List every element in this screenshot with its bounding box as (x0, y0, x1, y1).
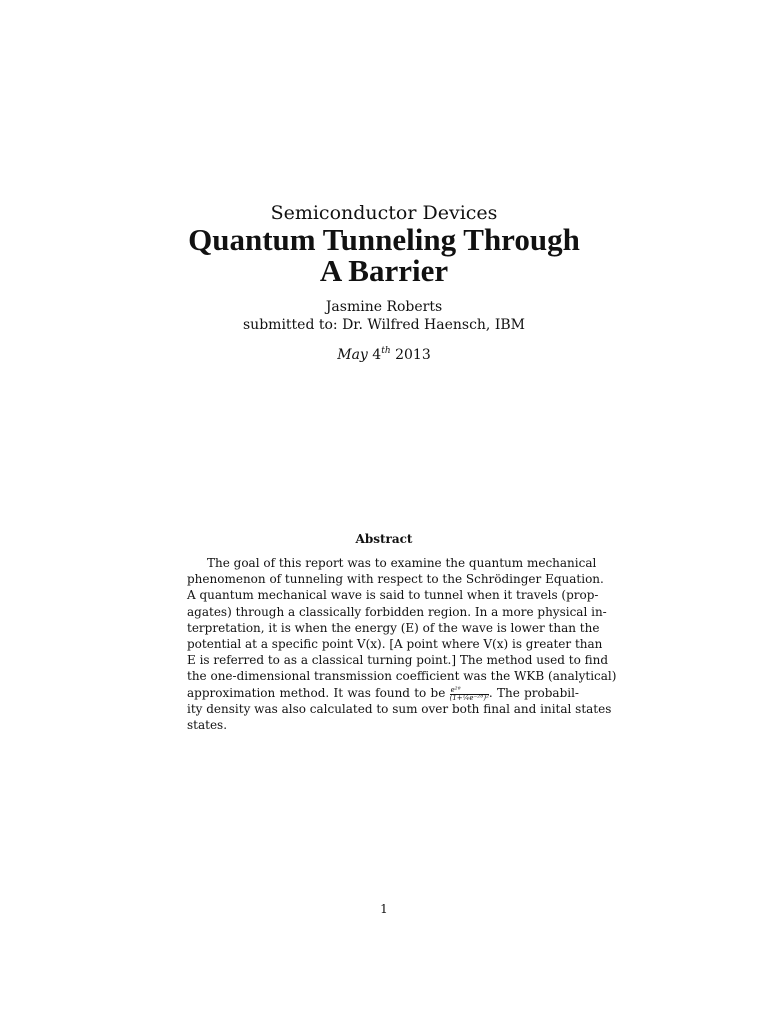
abstract-line: A quantum mechanical wave is said to tunnel when it travels (prop- (187, 588, 599, 603)
formula-numerator: e²ᶿ (450, 687, 489, 695)
date-year: 2013 (395, 347, 431, 363)
paper-date (0, 346, 768, 364)
date-ordinal: th (381, 346, 391, 356)
abstract-line: ity density was also calculated to sum over both final and inital states (187, 701, 612, 716)
abstract-line: phenomenon of tunneling with respect to the Schrödinger Equation. (187, 572, 604, 587)
abstract-line: terpretation, it is when the energy (E) of the wave is lower than the (187, 620, 600, 635)
paper-title (0, 224, 768, 286)
abstract-line: E is referred to as a classical turning point.] The method used to find (187, 653, 609, 668)
abstract-formula-line (187, 685, 579, 701)
author-block (0, 298, 768, 334)
date-month: May (337, 347, 368, 363)
date-day: 4 (372, 347, 382, 363)
abstract-line: agates) through a classically forbidden region. In a more physical in- (187, 604, 607, 619)
course-subtitle: Semiconductor Devices (270, 202, 498, 224)
abstract-line: potential at a specific point V(x). [A point where V(x) is greater than (187, 636, 603, 651)
formula-trail-text: . The probabil- (488, 685, 579, 700)
abstract-line: The goal of this report was to examine the quantum mechanical (207, 556, 597, 570)
transmission-formula (450, 687, 489, 702)
abstract-line: states. (187, 717, 228, 732)
formula-denominator: (1+¼e⁻²ᶿ)² (449, 693, 489, 702)
title-line-2: A Barrier (319, 253, 449, 288)
abstract-line: the one-dimensional transmission coefficient was the WKB (analytical) (187, 669, 617, 684)
submitted-to: submitted to: Dr. Wilfred Haensch, IBM (243, 317, 525, 333)
formula-lead-text: approximation method. It was found to be (187, 685, 446, 700)
abstract-heading: Abstract (355, 532, 413, 546)
page-number: 1 (380, 902, 388, 916)
title-line-1: Quantum Tunneling Through (188, 222, 580, 257)
author-name: Jasmine Roberts (325, 299, 443, 315)
abstract-body (187, 555, 617, 733)
